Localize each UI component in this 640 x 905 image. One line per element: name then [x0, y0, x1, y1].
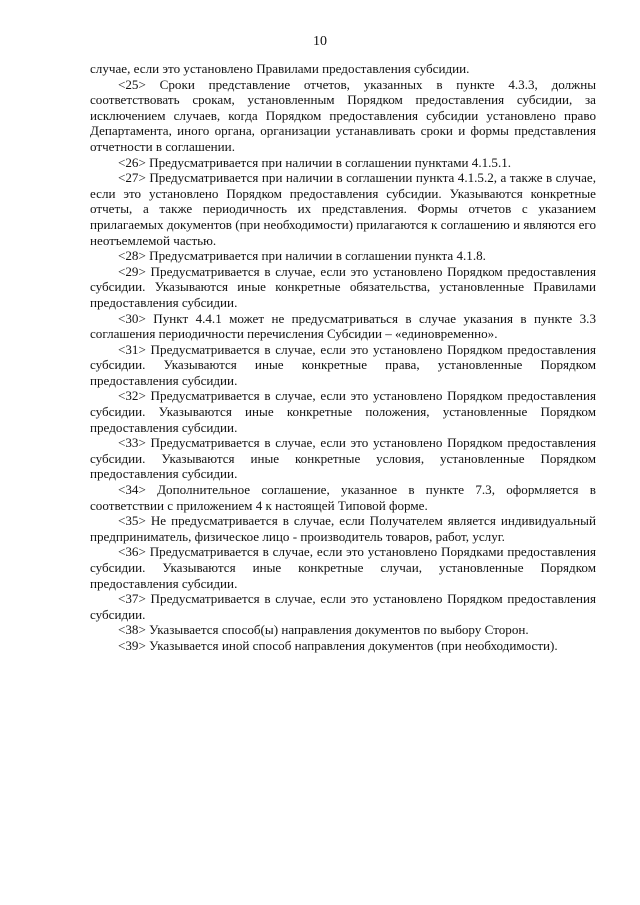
footnote-26: <26> Предусматривается при наличии в соглашении пунктами 4.1.5.1. — [118, 154, 512, 170]
footnotes-body — [90, 61, 596, 654]
footnote-37: <37> Предусматривается в случае, если это установлено Порядком предоставления субсидии. — [90, 591, 596, 622]
footnote-25: <25> Сроки представление отчетов, указанных в пункте 4.3.3, должны соответствовать срокам, установленным Порядком предоставления субсидии, за исключением случаев, когда Порядком предоставления субсидии установлено право Департамента, иного органа, организации устанавливать сроки и формы представления отчетности в соглашении. — [90, 76, 596, 154]
footnote-34: <34> Дополнительное соглашение, указанное в пункте 7.3, оформляется в соответствии с приложением 4 к настоящей Типовой форме. — [90, 482, 596, 513]
footnote-39: <39> Указывается иной способ направления документов (при необходимости). — [118, 637, 558, 653]
footnote-30: <30> Пункт 4.4.1 может не предусматриваться в случае указания в пункте 3.3 соглашения периодичности перечисления Субсидии – «единовременно». — [90, 310, 596, 342]
footnote-28: <28> Предусматривается при наличии в соглашении пункта 4.1.8. — [118, 248, 486, 264]
footnote-36: <36> Предусматривается в случае, если это установлено Порядками предоставления субсидии. Указываются иные конкретные случаи, установленные Порядком предоставления субсидии. — [90, 544, 596, 591]
footnote-35: <35> Не предусматривается в случае, если Получателем является индивидуальный предприниматель, физическое лицо - производитель товаров, работ, услуг. — [90, 513, 596, 544]
page-number: 10 — [313, 34, 327, 49]
footnote-32: <32> Предусматривается в случае, если это установлено Порядком предоставления субсидии. Указываются иные конкретные положения, установленные Порядком предоставления субсидии. — [90, 388, 596, 435]
footnote-33: <33> Предусматривается в случае, если это установлено Порядком предоставления субсидии. Указываются иные конкретные условия, установленные Порядком предоставления субсидии. — [90, 435, 596, 482]
footnote-24-continuation: случае, если это установлено Правилами предоставления субсидии. — [90, 61, 470, 76]
footnote-27: <27> Предусматривается при наличии в соглашении пункта 4.1.5.2, а также в случае, если это установлено Порядком предоставления субсидии. Указываются конкретные отчеты, а также периодичность их представления. Формы отчетов с указанием прилагаемых документов (при необходимости) прилагаются к соглашению и являются его неотъемлемой частью. — [90, 170, 596, 248]
footnote-29: <29> Предусматривается в случае, если это установлено Порядком предоставления субсидии. Указываются иные конкретные обязательства, установленные Правилами предоставления субсидии. — [90, 263, 596, 310]
footnote-31: <31> Предусматривается в случае, если это установлено Порядком предоставления субсидии. Указываются иные конкретные права, установленные Порядком предоставления субсидии. — [90, 341, 596, 388]
footnote-38: <38> Указывается способ(ы) направления документов по выбору Сторон. — [118, 622, 529, 638]
